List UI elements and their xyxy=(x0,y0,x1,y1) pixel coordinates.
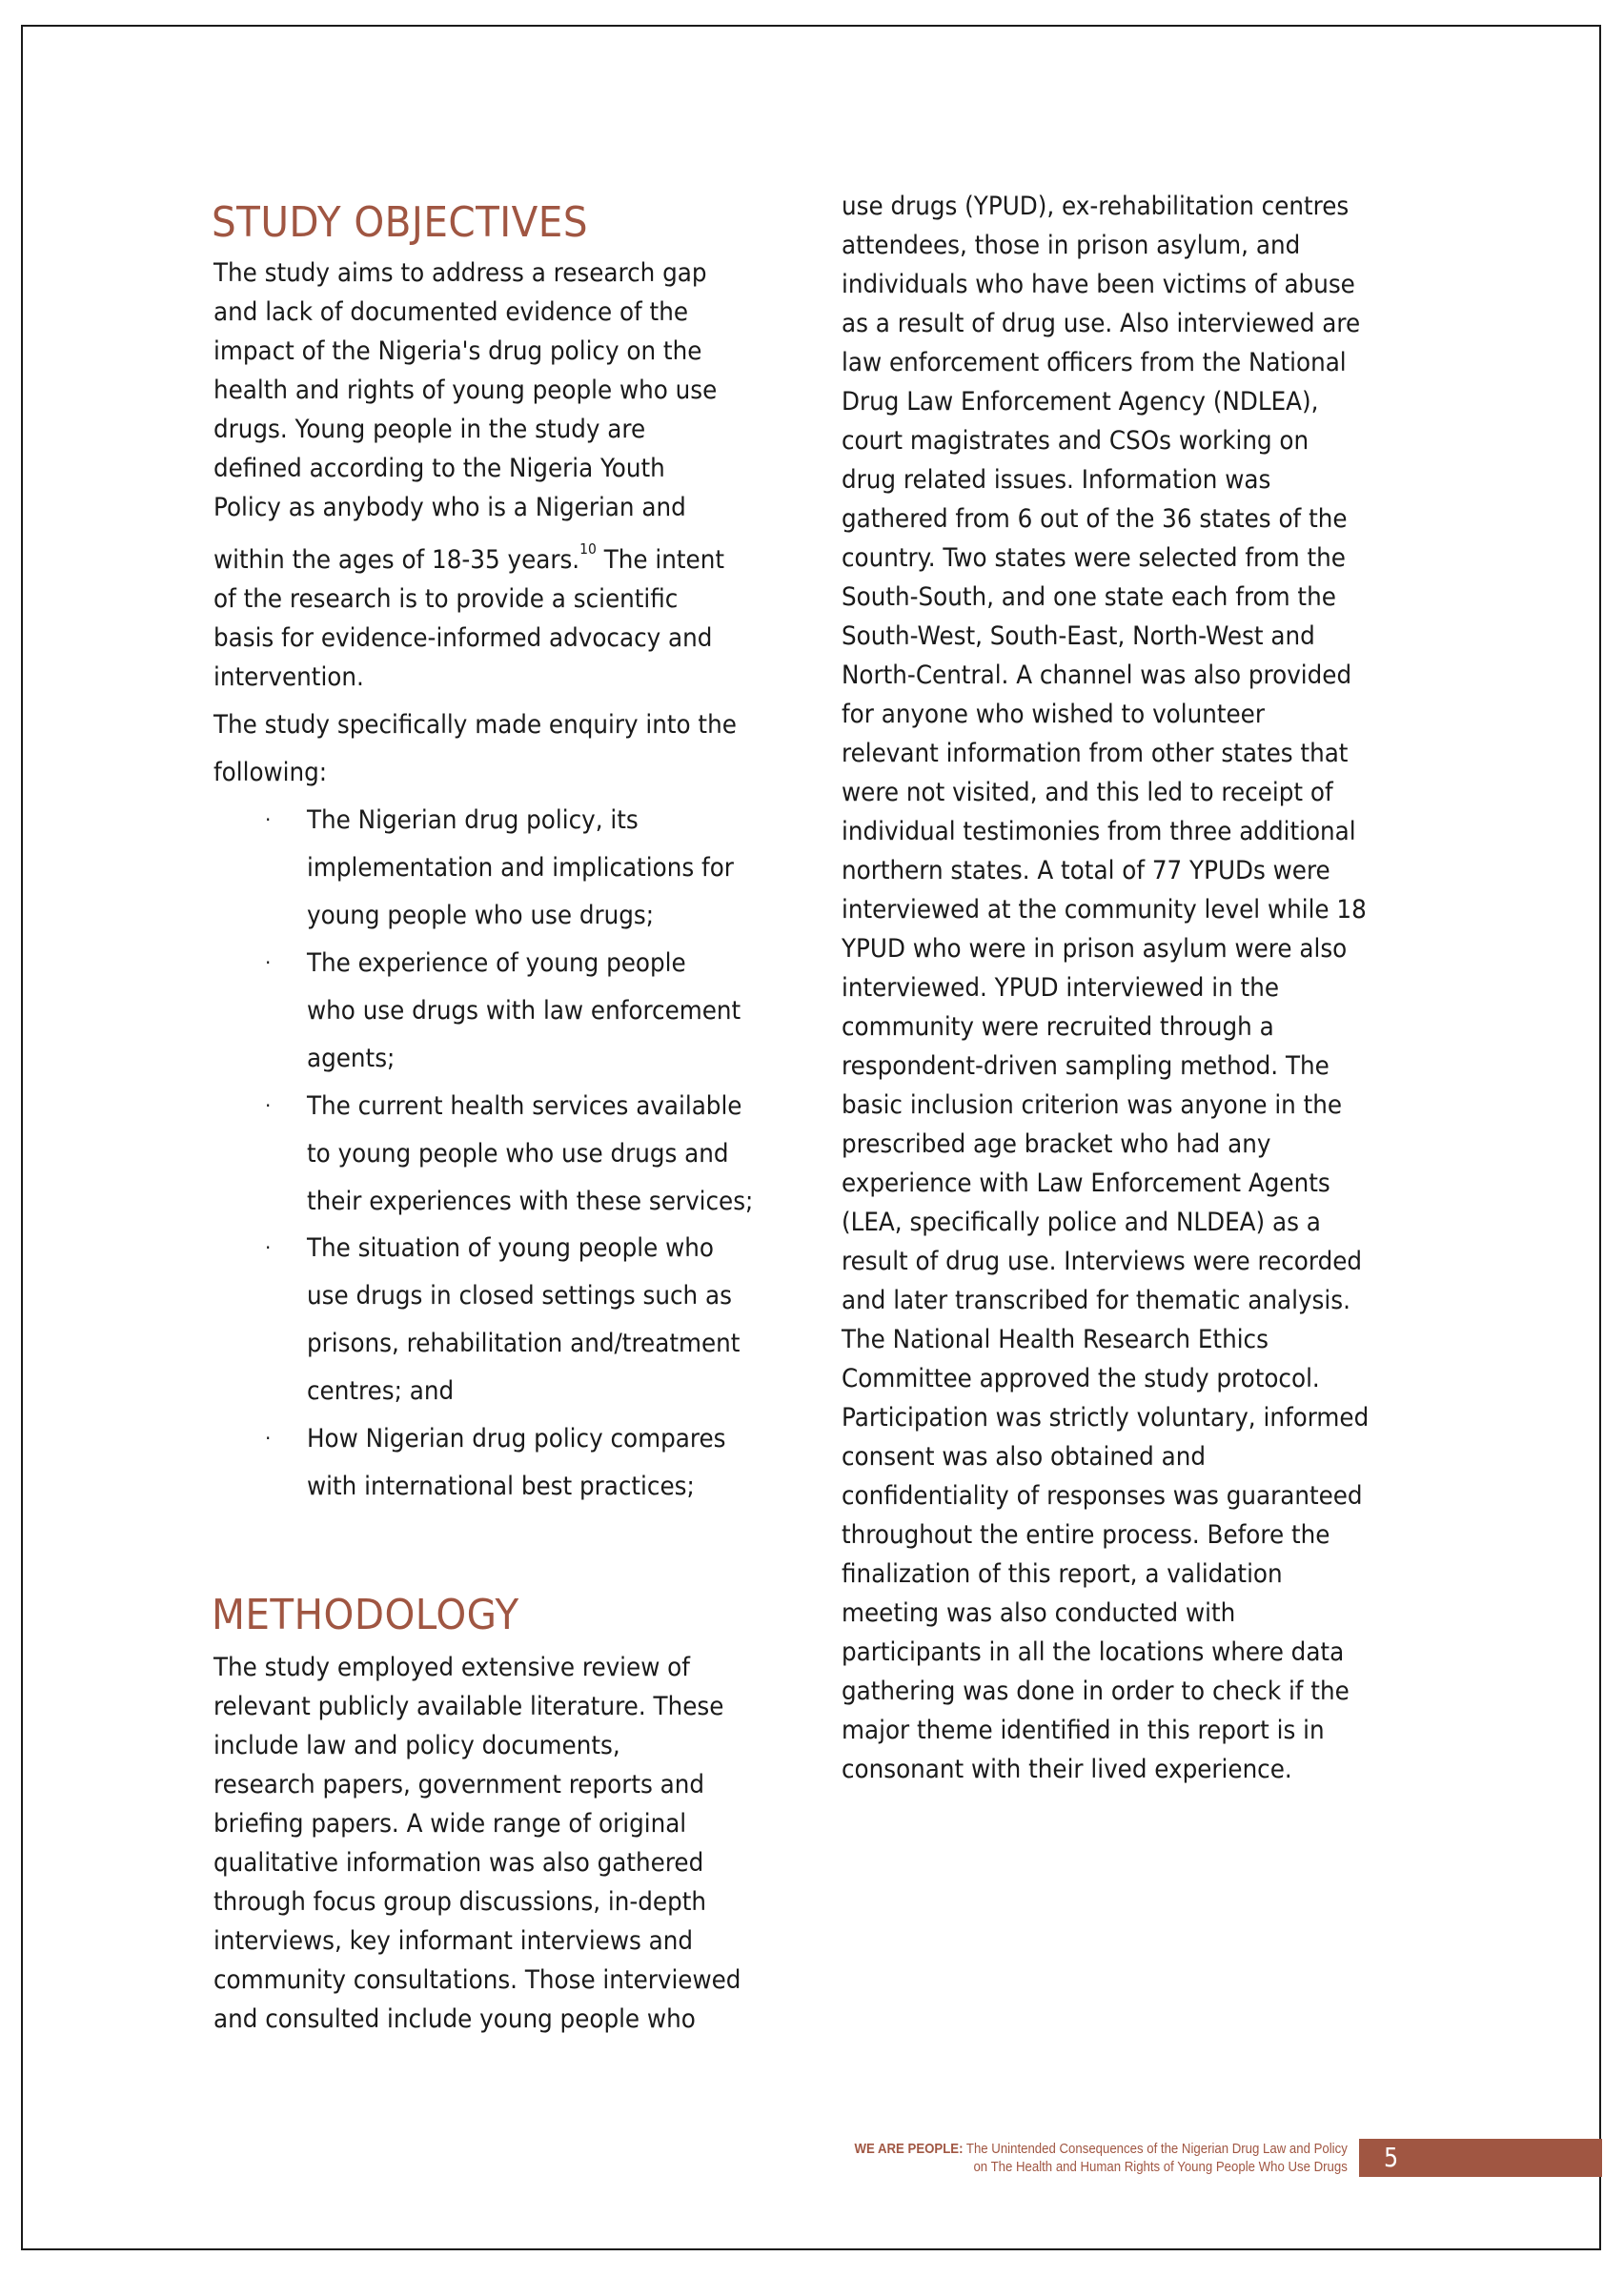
paragraph-line: court magistrates and CSOs working on xyxy=(842,426,1309,456)
paragraph-line: drugs. Young people in the study are xyxy=(213,415,646,444)
list-item-line: use drugs in closed settings such as xyxy=(307,1281,732,1311)
footnote-ref[interactable]: 10 xyxy=(579,540,597,558)
footer-line-2: on The Health and Human Rights of Young People Who Use Drugs xyxy=(973,2159,1348,2175)
paragraph-line: attendees, those in prison asylum, and xyxy=(842,231,1301,260)
paragraph-line: impact of the Nigeria's drug policy on the xyxy=(213,336,702,366)
paragraph-line: experience with Law Enforcement Agents xyxy=(842,1169,1330,1198)
list-item-line: who use drugs with law enforcement xyxy=(307,996,741,1026)
paragraph-line: drug related issues. Information was xyxy=(842,465,1271,495)
paragraph-line: meeting was also conducted with xyxy=(842,1598,1236,1628)
paragraph-line: gathering was done in order to check if the xyxy=(842,1677,1350,1706)
page-number-bar xyxy=(1359,2139,1602,2177)
paragraph-line: Policy as anybody who is a Nigerian and xyxy=(213,493,686,522)
paragraph-line: (LEA, specifically police and NLDEA) as a xyxy=(842,1208,1321,1237)
paragraph-line: interviewed. YPUD interviewed in the xyxy=(842,973,1279,1003)
paragraph-line: individuals who have been victims of abuse xyxy=(842,270,1355,299)
footer-subtitle-1: The Unintended Consequences of the Nigerian Drug Law and Policy xyxy=(963,2141,1348,2157)
paragraph-line: Participation was strictly voluntary, informed xyxy=(842,1403,1370,1433)
paragraph-line: and later transcribed for thematic analysis. xyxy=(842,1286,1350,1315)
line-text: within the ages of 18-35 years. xyxy=(213,545,580,575)
list-item-line: to young people who use drugs and xyxy=(307,1139,729,1169)
paragraph-line: YPUD who were in prison asylum were also xyxy=(842,934,1348,964)
paragraph-line: relevant publicly available literature. These xyxy=(213,1692,724,1721)
paragraph-line: North-Central. A channel was also provided xyxy=(842,661,1352,690)
paragraph-line: Drug Law Enforcement Agency (NDLEA), xyxy=(842,387,1319,417)
paragraph-line: as a result of drug use. Also interviewed are xyxy=(842,309,1361,338)
paragraph-line: major theme identified in this report is in xyxy=(842,1716,1325,1745)
footer-brand: WE ARE PEOPLE: xyxy=(854,2141,964,2157)
paragraph-line: briefing papers. A wide range of original xyxy=(213,1809,687,1839)
list-item-line: The Nigerian drug policy, its xyxy=(307,805,639,835)
page-number: 5 xyxy=(1384,2142,1399,2173)
bullet-icon: · xyxy=(265,1094,272,1117)
paragraph-line: The study specifically made enquiry into the xyxy=(213,710,737,740)
paragraph-line: consent was also obtained and xyxy=(842,1442,1206,1472)
list-item-line: with international best practices; xyxy=(307,1472,695,1501)
list-item-line: their experiences with these services; xyxy=(307,1187,754,1216)
paragraph-line: throughout the entire process. Before the xyxy=(842,1520,1330,1550)
paragraph-line: individual testimonies from three additional xyxy=(842,817,1356,846)
bullet-icon: · xyxy=(265,808,272,831)
paragraph-line: following: xyxy=(213,758,328,787)
bullet-icon: · xyxy=(265,951,272,974)
paragraph-line: through focus group discussions, in-depth xyxy=(213,1887,707,1917)
paragraph-line: basic inclusion criterion was anyone in the xyxy=(842,1090,1343,1120)
paragraph-line: interviews, key informant interviews and xyxy=(213,1926,694,1956)
paragraph-line: community were recruited through a xyxy=(842,1012,1274,1042)
running-footer-title xyxy=(855,2140,1348,2176)
paragraph-line: respondent-driven sampling method. The xyxy=(842,1051,1330,1081)
paragraph-line: qualitative information was also gathered xyxy=(213,1848,704,1878)
paragraph-line: health and rights of young people who use xyxy=(213,376,718,405)
paragraph-line: Committee approved the study protocol. xyxy=(842,1364,1320,1393)
paragraph-line: The study employed extensive review of xyxy=(213,1653,690,1682)
list-item-line: The experience of young people xyxy=(307,948,686,978)
paragraph-line: gathered from 6 out of the 36 states of the xyxy=(842,504,1348,534)
paragraph-line: relevant information from other states that xyxy=(842,739,1349,768)
paragraph-line: include law and policy documents, xyxy=(213,1731,620,1760)
list-item-line: young people who use drugs; xyxy=(307,901,655,930)
footer-line-1 xyxy=(855,2140,1348,2158)
list-item-line: prisons, rehabilitation and/treatment xyxy=(307,1329,741,1358)
bullet-icon: · xyxy=(265,1427,272,1450)
methodology-heading: METHODOLOGY xyxy=(212,1591,519,1639)
list-item-line: How Nigerian drug policy compares xyxy=(307,1424,726,1454)
paragraph-line: northern states. A total of 77 YPUDs were xyxy=(842,856,1330,885)
paragraph-line: South-West, South-East, North-West and xyxy=(842,621,1315,651)
paragraph-line: research papers, government reports and xyxy=(213,1770,705,1799)
bullet-icon: · xyxy=(265,1236,272,1259)
paragraph-line: consonant with their lived experience. xyxy=(842,1755,1292,1784)
list-item-line: centres; and xyxy=(307,1376,455,1406)
paragraph-line: prescribed age bracket who had any xyxy=(842,1129,1271,1159)
paragraph-line: intervention. xyxy=(213,662,364,692)
paragraph-line: of the research is to provide a scientific xyxy=(213,584,679,614)
paragraph-line: country. Two states were selected from the xyxy=(842,543,1346,573)
paragraph-line: interviewed at the community level while 18 xyxy=(842,895,1367,925)
paragraph-line: confidentiality of responses was guaranteed xyxy=(842,1481,1363,1511)
paragraph-line: The study aims to address a research gap xyxy=(213,258,707,288)
list-item-line: agents; xyxy=(307,1044,396,1073)
paragraph-line: result of drug use. Interviews were recorded xyxy=(842,1247,1363,1276)
line-tail: The intent xyxy=(596,545,724,575)
list-item-line: The situation of young people who xyxy=(307,1233,714,1263)
paragraph-line: and lack of documented evidence of the xyxy=(213,297,688,327)
paragraph-line: The National Health Research Ethics xyxy=(842,1325,1269,1354)
paragraph-line: use drugs (YPUD), ex-rehabilitation centres xyxy=(842,192,1350,221)
paragraph-line: for anyone who wished to volunteer xyxy=(842,700,1265,729)
paragraph-line: South-South, and one state each from the xyxy=(842,582,1336,612)
list-item-line: The current health services available xyxy=(307,1091,742,1121)
paragraph-line: were not visited, and this led to receipt of xyxy=(842,778,1333,807)
paragraph-line: finalization of this report, a validation xyxy=(842,1559,1283,1589)
paragraph-line: basis for evidence-informed advocacy and xyxy=(213,623,713,653)
paragraph-line: community consultations. Those interviewed xyxy=(213,1965,741,1995)
paragraph-line: defined according to the Nigeria Youth xyxy=(213,454,665,483)
study-objectives-heading: STUDY OBJECTIVES xyxy=(212,198,589,247)
paragraph-line: participants in all the locations where data xyxy=(842,1637,1345,1667)
paragraph-line: and consulted include young people who xyxy=(213,2004,696,2034)
paragraph-line: law enforcement officers from the National xyxy=(842,348,1347,377)
list-item-line: implementation and implications for xyxy=(307,853,734,883)
paragraph-line-with-footnote xyxy=(213,540,724,575)
